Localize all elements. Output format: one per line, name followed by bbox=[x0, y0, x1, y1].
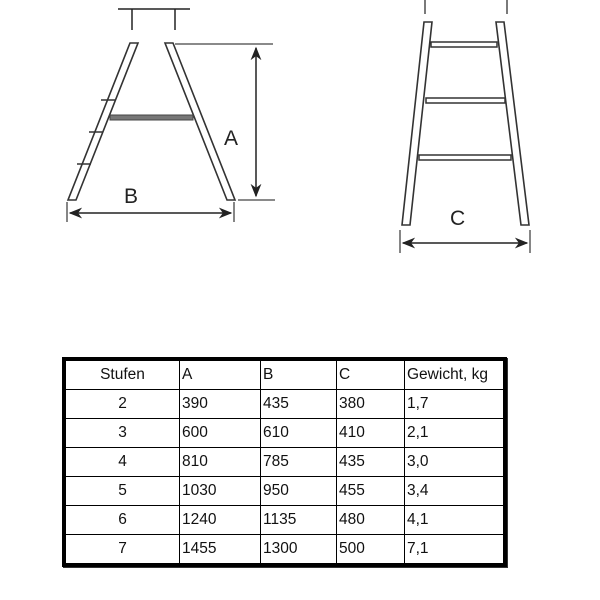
cell-stufen: 3 bbox=[64, 419, 180, 448]
ladder-spec-table bbox=[62, 357, 507, 567]
cell-a: 1455 bbox=[180, 535, 261, 566]
cell-c: 455 bbox=[337, 477, 405, 506]
dimension-label-b: B bbox=[124, 185, 139, 208]
dimension-label-c: C bbox=[450, 207, 466, 230]
cell-a: 600 bbox=[180, 419, 261, 448]
cell-b: 950 bbox=[261, 477, 337, 506]
cell-c: 480 bbox=[337, 506, 405, 535]
cell-b: 610 bbox=[261, 419, 337, 448]
cell-stufen: 5 bbox=[64, 477, 180, 506]
cell-c: 500 bbox=[337, 535, 405, 566]
cell-b: 785 bbox=[261, 448, 337, 477]
top-width-dimension bbox=[118, 9, 190, 30]
cell-gewicht: 3,4 bbox=[405, 477, 506, 506]
cell-a: 810 bbox=[180, 448, 261, 477]
cell-stufen: 2 bbox=[64, 390, 180, 419]
cell-c: 435 bbox=[337, 448, 405, 477]
cell-gewicht: 4,1 bbox=[405, 506, 506, 535]
table-row bbox=[64, 477, 505, 506]
cell-gewicht: 3,0 bbox=[405, 448, 506, 477]
dimension-label-a: A bbox=[224, 127, 239, 150]
cell-c: 410 bbox=[337, 419, 405, 448]
cell-stufen: 6 bbox=[64, 506, 180, 535]
cell-a: 390 bbox=[180, 390, 261, 419]
cell-a: 1240 bbox=[180, 506, 261, 535]
header-c: C bbox=[337, 359, 405, 390]
cell-b: 1135 bbox=[261, 506, 337, 535]
cell-gewicht: 7,1 bbox=[405, 535, 506, 566]
table-row bbox=[64, 419, 505, 448]
cell-b: 1300 bbox=[261, 535, 337, 566]
cell-stufen: 4 bbox=[64, 448, 180, 477]
cell-a: 1030 bbox=[180, 477, 261, 506]
cell-gewicht: 2,1 bbox=[405, 419, 506, 448]
cell-b: 435 bbox=[261, 390, 337, 419]
cell-gewicht: 1,7 bbox=[405, 390, 506, 419]
table-row bbox=[64, 390, 505, 419]
table-row bbox=[64, 448, 505, 477]
header-b: B bbox=[261, 359, 337, 390]
header-stufen: Stufen bbox=[64, 359, 180, 390]
table-header-row bbox=[64, 359, 505, 390]
table-row bbox=[64, 535, 505, 566]
header-a: A bbox=[180, 359, 261, 390]
cell-stufen: 7 bbox=[64, 535, 180, 566]
header-gewicht: Gewicht, kg bbox=[405, 359, 506, 390]
table-row bbox=[64, 506, 505, 535]
stepladder-side-view bbox=[67, 43, 275, 222]
cell-c: 380 bbox=[337, 390, 405, 419]
